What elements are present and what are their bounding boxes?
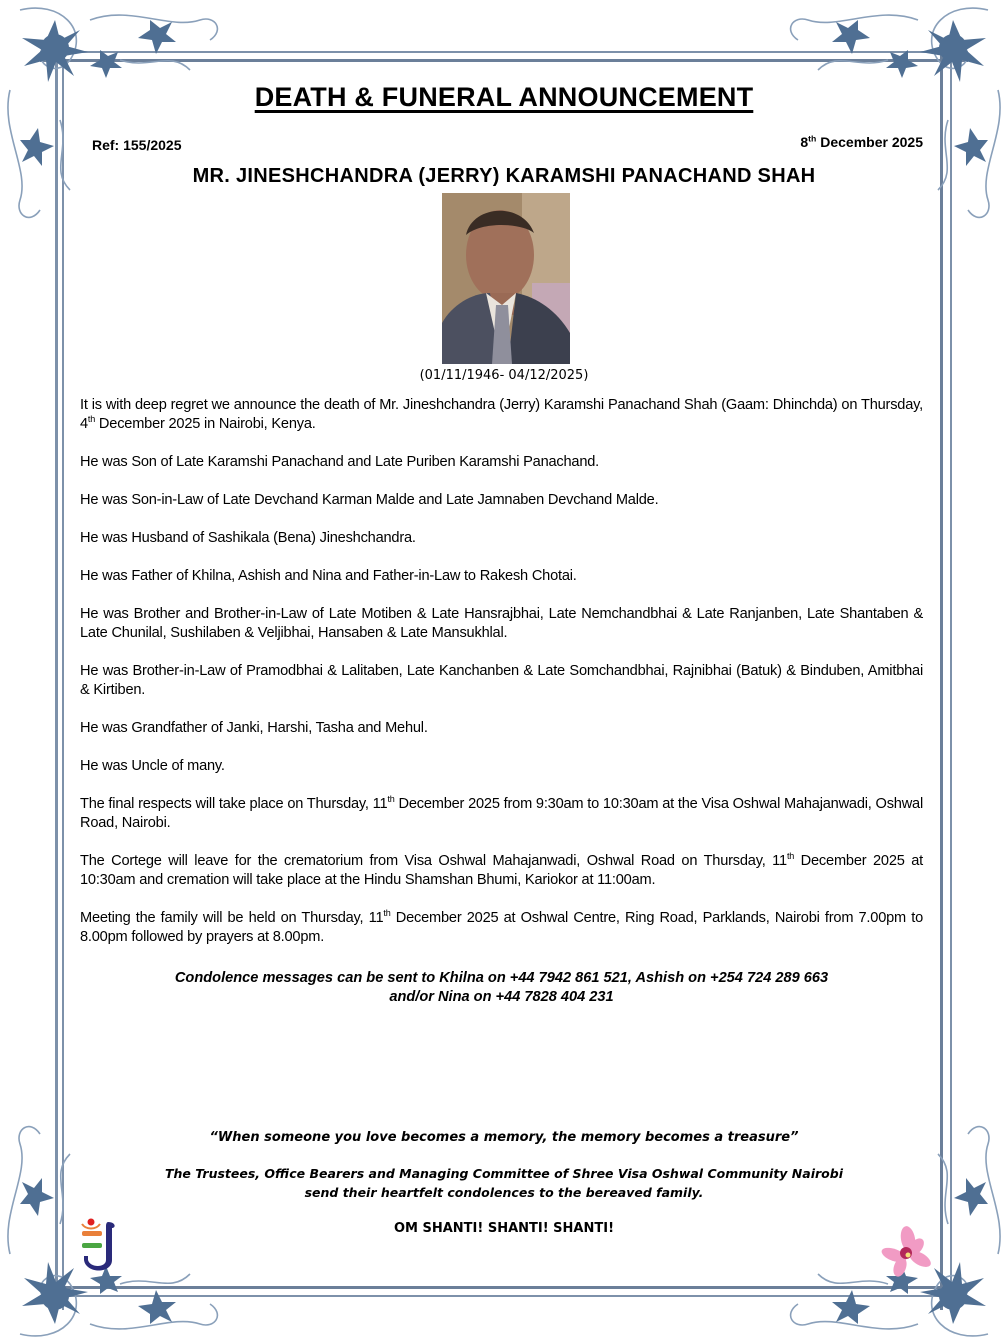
paragraph-text: The final respects will take place on Thursday, 11 <box>80 796 388 812</box>
paragraph-father: He was Father of Khilna, Ashish and Nina and Father-in-Law to Rakesh Chotai. <box>80 568 577 584</box>
paragraph-text: It is with deep regret we announce the death of Mr. Jineshchandra (Jerry) Karamshi Panachand Shah (Gaam: Dhinchda) on Thursday, 4 <box>80 397 923 432</box>
paragraph-brother-in-law: He was Brother-in-Law of Pramodbhai & Lalitaben, Late Kanchanben & Late Somchandbhai, Rajnibhai (Batuk) & Binduben, Amitbhai & Kirtiben. <box>80 663 923 698</box>
lifespan-dates: (01/11/1946- 04/12/2025) <box>419 368 589 383</box>
paragraph-brother: He was Brother and Brother-in-Law of Late Motiben & Late Hansrajbhai, Late Nemchandbhai & Late Ranjanben, Late Shantaben & Late Chunilal, Sushilaben & Veljibhai, Hansaben & Late Mansukhlal. <box>80 606 923 641</box>
condolence-contacts <box>80 969 923 1007</box>
paragraph-son-of: He was Son of Late Karamshi Panachand and Late Puriben Karamshi Panachand. <box>80 454 600 470</box>
paragraph-text: Meeting the family will be held on Thursday, 11 <box>80 910 384 926</box>
paragraph-son-in-law: He was Son-in-Law of Late Devchand Karman Malde and Late Jamnaben Devchand Malde. <box>80 492 659 508</box>
corner-ornament-top-right <box>758 0 1008 250</box>
paragraph-husband: He was Husband of Sashikala (Bena) Jineshchandra. <box>80 530 416 546</box>
reference-number: Ref: 155/2025 <box>92 137 182 153</box>
condolence-line-1: Condolence messages can be sent to Khilna on +44 7942 861 521, Ashish on +254 724 289 663 <box>174 970 829 986</box>
paragraph-cortege <box>80 852 923 890</box>
date-suffix: th <box>808 133 817 144</box>
paragraph-uncle: He was Uncle of many. <box>80 758 225 774</box>
page-title: DEATH & FUNERAL ANNOUNCEMENT <box>254 82 754 112</box>
announcement-date <box>800 134 923 150</box>
date-day: 8 <box>800 134 809 150</box>
corner-ornament-top-left <box>0 0 250 250</box>
condolence-line-2: and/or Nina on +44 7828 404 231 <box>389 989 614 1005</box>
paragraph-text: December 2025 at 10:30am and cremation will take place at the Hindu Shamshan Bhumi, Kariokor at 11:00am. <box>80 853 924 888</box>
paragraph-meeting-family <box>80 909 923 947</box>
trustees-line-2: send their heartfelt condolences to the bereaved family. <box>304 1185 704 1200</box>
paragraph-text: December 2025 at Oshwal Centre, Ring Road, Parklands, Nairobi from 7.00pm to 8.00pm followed by prayers at 8.00pm. <box>80 910 923 945</box>
trustees-line-1: The Trustees, Office Bearers and Managing Committee of Shree Visa Oshwal Community Nairobi <box>165 1166 843 1181</box>
trustees-message <box>0 1164 1008 1202</box>
date-month-year: December 2025 <box>816 134 923 150</box>
paragraph-grandfather: He was Grandfather of Janki, Harshi, Tasha and Mehul. <box>80 720 428 736</box>
om-shanti-text: OM SHANTI! SHANTI! SHANTI! <box>393 1221 615 1236</box>
paragraph-text: December 2025 from 9:30am to 10:30am at the Visa Oshwal Mahajanwadi, Oshwal Road, Nairobi. <box>80 796 924 831</box>
pink-orchid-icon <box>880 1225 935 1280</box>
portrait-image <box>442 193 570 364</box>
deceased-photo <box>442 193 570 364</box>
ordinal-suffix: th <box>383 908 391 919</box>
ordinal-suffix: th <box>87 414 96 425</box>
paragraph-text: The Cortege will leave for the crematorium from Visa Oshwal Mahajanwadi, Oshwal Road on Thursday, 11 <box>80 853 787 869</box>
paragraph-death-notice <box>80 396 923 434</box>
memorial-quote: “When someone you love becomes a memory, the memory becomes a treasure” <box>209 1130 799 1145</box>
paragraph-final-respects <box>80 795 923 833</box>
deceased-name: MR. JINESHCHANDRA (JERRY) KARAMSHI PANACHAND SHAH <box>192 165 816 187</box>
jain-symbol-logo-icon <box>80 1216 122 1276</box>
announcement-body <box>80 396 923 966</box>
ordinal-suffix: th <box>786 851 795 862</box>
paragraph-text: December 2025 in Nairobi, Kenya. <box>95 416 316 432</box>
ordinal-suffix: th <box>387 794 395 805</box>
